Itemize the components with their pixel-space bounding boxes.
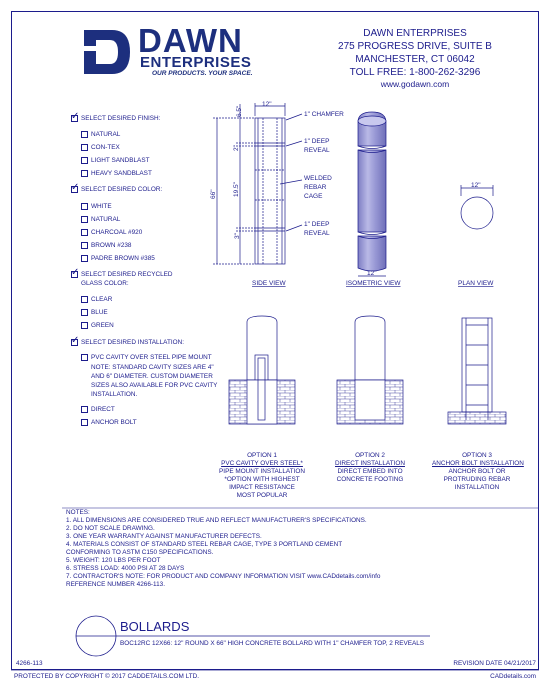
option2-caption [325,452,415,484]
dim-3: 3" [234,233,241,239]
side-view [213,103,302,264]
logo-word2: ENTERPRISES [140,54,252,71]
installation-note-line: NOTE: STANDARD CAVITY SIZES ARE 4" [91,364,214,371]
installation-direct-label: DIRECT [91,406,115,413]
option2-title: OPTION 2 [355,452,385,459]
option1-subtitle: PVC CAVITY OVER STEEL* [221,460,303,467]
installation-anchor-label: ANCHOR BOLT [91,419,137,426]
dim-2: 2" [233,145,240,151]
option3-line: ANCHOR BOLT OR [448,468,506,475]
label-reveal-1a: 1" DEEP [304,138,330,145]
company-name: DAWN ENTERPRISES [363,28,467,39]
finish-option-label: LIGHT SANDBLAST [91,157,150,164]
checkmark-icon: ✓ [71,182,80,193]
glass-heading-line2: GLASS COLOR: [81,280,129,287]
finish-option-label: CON-TEX [91,144,120,151]
option1-caption [217,452,307,500]
label-welded-2: REBAR [304,184,327,191]
color-option-label: CHARCOAL #920 [91,229,143,236]
color-heading: SELECT DESIRED COLOR: [81,186,163,193]
label-reveal-2b: REVEAL [304,230,330,237]
notes-heading: NOTES: [66,509,90,516]
checkmark-icon: ✓ [71,111,80,122]
note-line: 6. STRESS LOAD: 4000 PSI AT 28 DAYS [66,565,185,572]
installation-note-line: SIZES ALSO AVAILABLE FOR PVC CAVITY [91,382,218,389]
label-reveal-2a: 1" DEEP [304,221,330,228]
side-view-title: SIDE VIEW [252,280,286,287]
color-option-label: NATURAL [91,216,121,223]
logo-word: DAWN [138,22,243,59]
dim-12: 12" [262,101,272,108]
dim-66: 66" [210,189,217,199]
option3-title: OPTION 3 [462,452,492,459]
isometric-view [358,112,386,276]
label-reveal-1b: REVEAL [304,147,330,154]
finish-option-label: HEAVY SANDBLAST [91,170,152,177]
option2-line: CONCRETE FOOTING [336,476,404,483]
option3-line: INSTALLATION [454,484,500,491]
option1-line: PIPE MOUNT INSTALLATION [219,468,305,475]
note-line: 1. ALL DIMENSIONS ARE CONSIDERED TRUE AND REFLECT MANUFACTURER'S SPECIFICATIONS. [66,517,367,524]
installation-note-line: AND 6" DIAMETER. CUSTOM DIAMETER [91,373,213,380]
color-option-label: PADRE BROWN #385 [91,255,155,262]
drawing-title: BOLLARDS [120,619,190,634]
option3-line: PROTRUDING REBAR [443,476,511,483]
finish-option-label: NATURAL [91,131,121,138]
option1-title: OPTION 1 [247,452,277,459]
company-address2: MANCHESTER, CT 06042 [355,54,475,65]
note-line: 4. MATERIALS CONSIST OF STANDARD STEEL REBAR CAGE, TYPE 3 PORTLAND CEMENT [66,541,343,548]
finish-heading: SELECT DESIRED FINISH: [81,115,161,122]
option3-caption [432,452,522,492]
checkmark-icon: ✓ [71,267,80,278]
option1-drawing [229,316,295,424]
option3-drawing [448,318,506,424]
footer-site-link[interactable]: CADdetails.com [490,673,536,680]
color-option-label: BROWN #238 [91,242,132,249]
company-phone: TOLL FREE: 1-800-262-3296 [349,67,481,78]
plan-dim-12: 12" [471,182,481,189]
label-welded-1: WELDED [304,175,332,182]
color-option-label: WHITE [91,203,112,210]
label-chamfer: 1" CHAMFER [304,111,344,118]
glass-option-label: BLUE [91,309,108,316]
note-line: 7. CONTRACTOR'S NOTE: FOR PRODUCT AND COMPANY INFORMATION VISIT www.CADdetails.com/info [66,573,381,580]
dim-65: 6.5" [236,105,243,117]
note-line: 5. WEIGHT: 120 LBS PER FOOT [66,557,161,564]
dim-195: 19.5" [233,182,240,197]
installation-pvc-label: PVC CAVITY OVER STEEL PIPE MOUNT [91,354,212,361]
option2-drawing [337,316,403,424]
logo-tagline: OUR PRODUCTS. YOUR SPACE. [152,70,253,77]
option2-subtitle: DIRECT INSTALLATION [335,460,405,467]
checkmark-icon: ✓ [71,335,80,346]
note-line: 2. DO NOT SCALE DRAWING. [66,525,155,532]
label-welded-3: CAGE [304,193,323,200]
revision-date: REVISION DATE 04/21/2017 [453,660,536,667]
option2-line: DIRECT EMBED INTO [337,468,403,475]
option1-line: *OPTION WITH HIGHEST [224,476,300,483]
note-line: 3. ONE YEAR WARRANTY AGAINST MANUFACTURER DEFECTS. [66,533,262,540]
installation-heading: SELECT DESIRED INSTALLATION: [81,339,184,346]
option1-line: MOST POPULAR [236,492,288,499]
drawing-description: BOC12RC 12X66: 12" ROUND X 66" HIGH CONCRETE BOLLARD WITH 1" CHAMFER TOP, 2 REVEALS [120,640,425,647]
glass-heading-line1: SELECT DESIRED RECYCLED [81,271,173,278]
notes-block [66,509,380,589]
isometric-view-title: ISOMETRIC VIEW [346,280,401,287]
glass-option-label: GREEN [91,322,114,329]
option3-subtitle: ANCHOR BOLT INSTALLATION [432,460,524,467]
company-address1: 275 PROGRESS DRIVE, SUITE B [338,41,492,52]
note-line: CONFORMING TO ASTM C150 SPECIFICATIONS. [66,549,214,556]
glass-option-label: CLEAR [91,296,113,303]
company-website: www.godawn.com [380,79,450,89]
copyright: PROTECTED BY COPYRIGHT © 2017 CADDETAILS.COM LTD. [14,673,199,680]
note-line: REFERENCE NUMBER 4266-113. [66,581,165,588]
iso-dim-12: 12" [367,270,377,277]
plan-view [461,185,493,229]
plan-view-title: PLAN VIEW [458,280,494,287]
reference-number: 4266-113 [16,660,43,667]
installation-note-line: INSTALLATION. [91,391,138,398]
option1-line: IMPACT RESISTANCE [229,484,295,491]
